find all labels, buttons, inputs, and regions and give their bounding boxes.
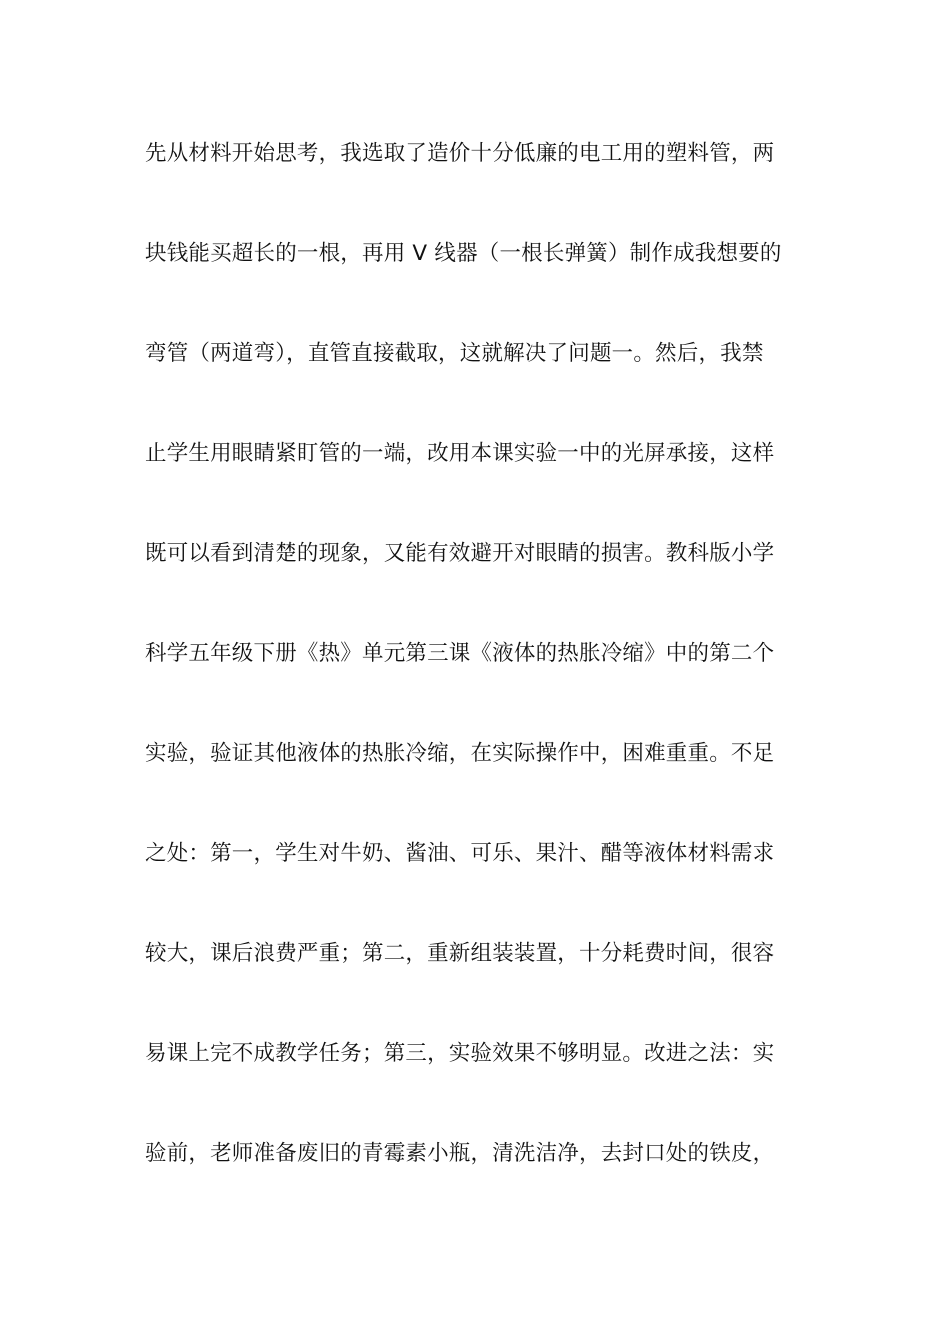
text-line-7: 实验，验证其他液体的热胀冷缩，在实际操作中，困难重重。不足 bbox=[145, 741, 775, 766]
text-line-3: 弯管（两道弯），直管直接截取，这就解决了问题一。然后，我禁 bbox=[145, 341, 764, 366]
text-line-2: 块钱能买超长的一根，再用 V 线器（一根长弹簧）制作成我想要的 bbox=[145, 241, 782, 266]
body-text bbox=[145, 135, 805, 1235]
text-line-6: 科学五年级下册《热》单元第三课《液体的热胀冷缩》中的第二个 bbox=[145, 641, 775, 666]
text-line-1: 先从材料开始思考，我选取了造价十分低廉的电工用的塑料管，两 bbox=[145, 141, 775, 166]
text-line-4: 止学生用眼睛紧盯管的一端，改用本课实验一中的光屏承接，这样 bbox=[145, 441, 775, 466]
text-line-8: 之处：第一，学生对牛奶、酱油、可乐、果汁、醋等液体材料需求 bbox=[145, 841, 775, 866]
text-line-9: 较大，课后浪费严重；第二，重新组装装置，十分耗费时间，很容 bbox=[145, 941, 775, 966]
text-line-11: 验前，老师准备废旧的青霉素小瓶，清洗洁净，去封口处的铁皮， bbox=[145, 1141, 775, 1166]
text-line-5: 既可以看到清楚的现象，又能有效避开对眼睛的损害。教科版小学 bbox=[145, 541, 775, 566]
text-line-10: 易课上完不成教学任务；第三，实验效果不够明显。改进之法：实 bbox=[145, 1041, 775, 1066]
